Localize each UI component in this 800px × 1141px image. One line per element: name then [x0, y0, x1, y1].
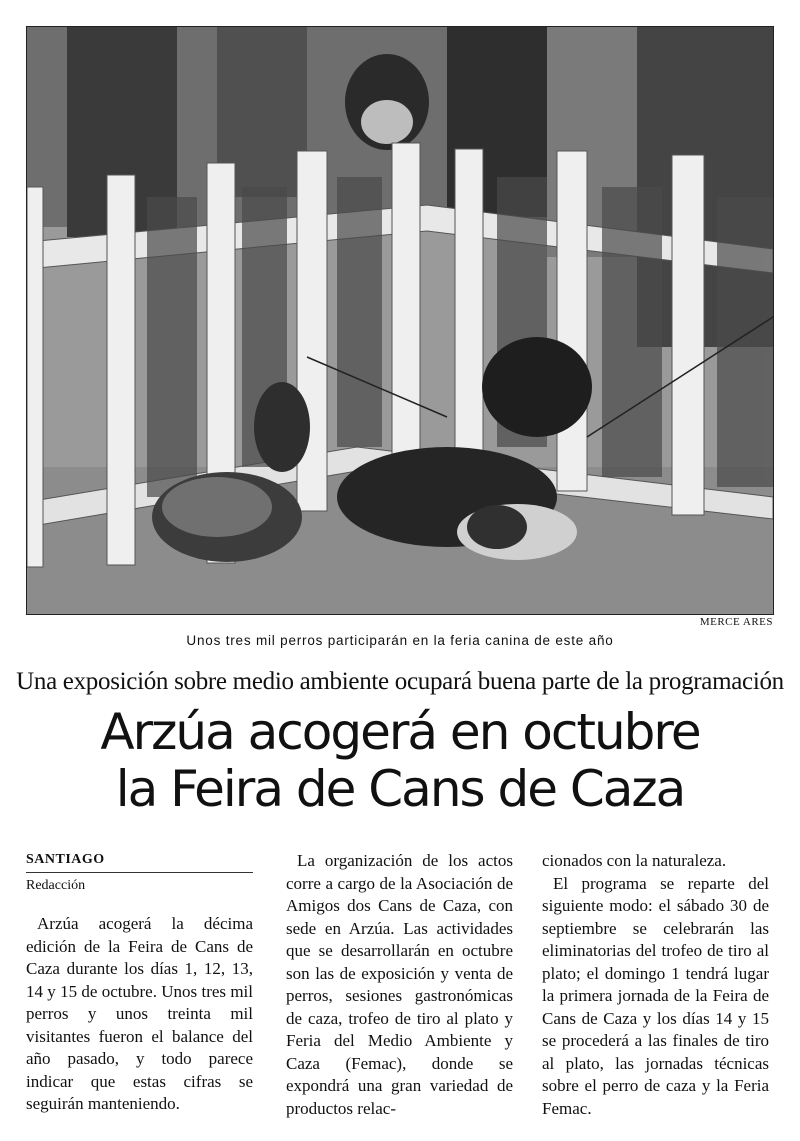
- byline-divider: [26, 872, 253, 873]
- paragraph-3: El programa se reparte del siguiente modo: el sábado 30 de septiembre se celebrarán las eliminatorias del trofeo de tiro al plato; el domingo 1 tendrá lugar la primera jornada de la Feira de Cans de Caza y los días 14 y 15 se procederá a las finales de tiro al plato, las jornadas técnicas sobre el perro de caza y la Feria Femac.: [542, 873, 769, 1118]
- headline-line-1: Arzúa acogerá en octubre: [100, 703, 700, 761]
- article-subheadline: Una exposición sobre medio ambiente ocupará buena parte de la programación: [16, 668, 784, 695]
- headline-line-2: la Feira de Cans de Caza: [115, 760, 685, 818]
- article-column-3: [542, 850, 769, 1120]
- news-photo: [26, 26, 774, 615]
- paragraph-2-continued: cionados con la naturaleza.: [542, 851, 727, 870]
- paragraph-2: La organización de los actos corre a cargo de la Asociación de Amigos dos Cans de Caza, con sede en Arzúa. Las actividades que se desarrollarán en octubre son las de exposición y venta de perros, sesiones gastronómicas de caza, trofeo de tiro al plato y Feria del Medio Ambiente y Caza (Femac), donde se expondrá una gran variedad de productos relac-: [286, 851, 513, 1118]
- photo-credit: MERCE ARES: [699, 616, 773, 628]
- article-column-1: [26, 850, 253, 1116]
- byline-desk: Redacción: [26, 878, 86, 893]
- paragraph-1: Arzúa acogerá la décima edición de la Feira de Cans de Caza durante los días 1, 12, 13, 14 y 15 de octubre. Unos tres mil perros y unos treinta mil visitantes fueron el balance del año pasado, y todo parece indicar que estas cifras se seguirán manteniendo.: [26, 914, 253, 1113]
- byline-location: SANTIAGO: [26, 852, 105, 867]
- article-column-2: [286, 850, 513, 1120]
- photo-caption: Unos tres mil perros participarán en la feria canina de este año: [186, 633, 614, 648]
- article-headline: [0, 704, 800, 818]
